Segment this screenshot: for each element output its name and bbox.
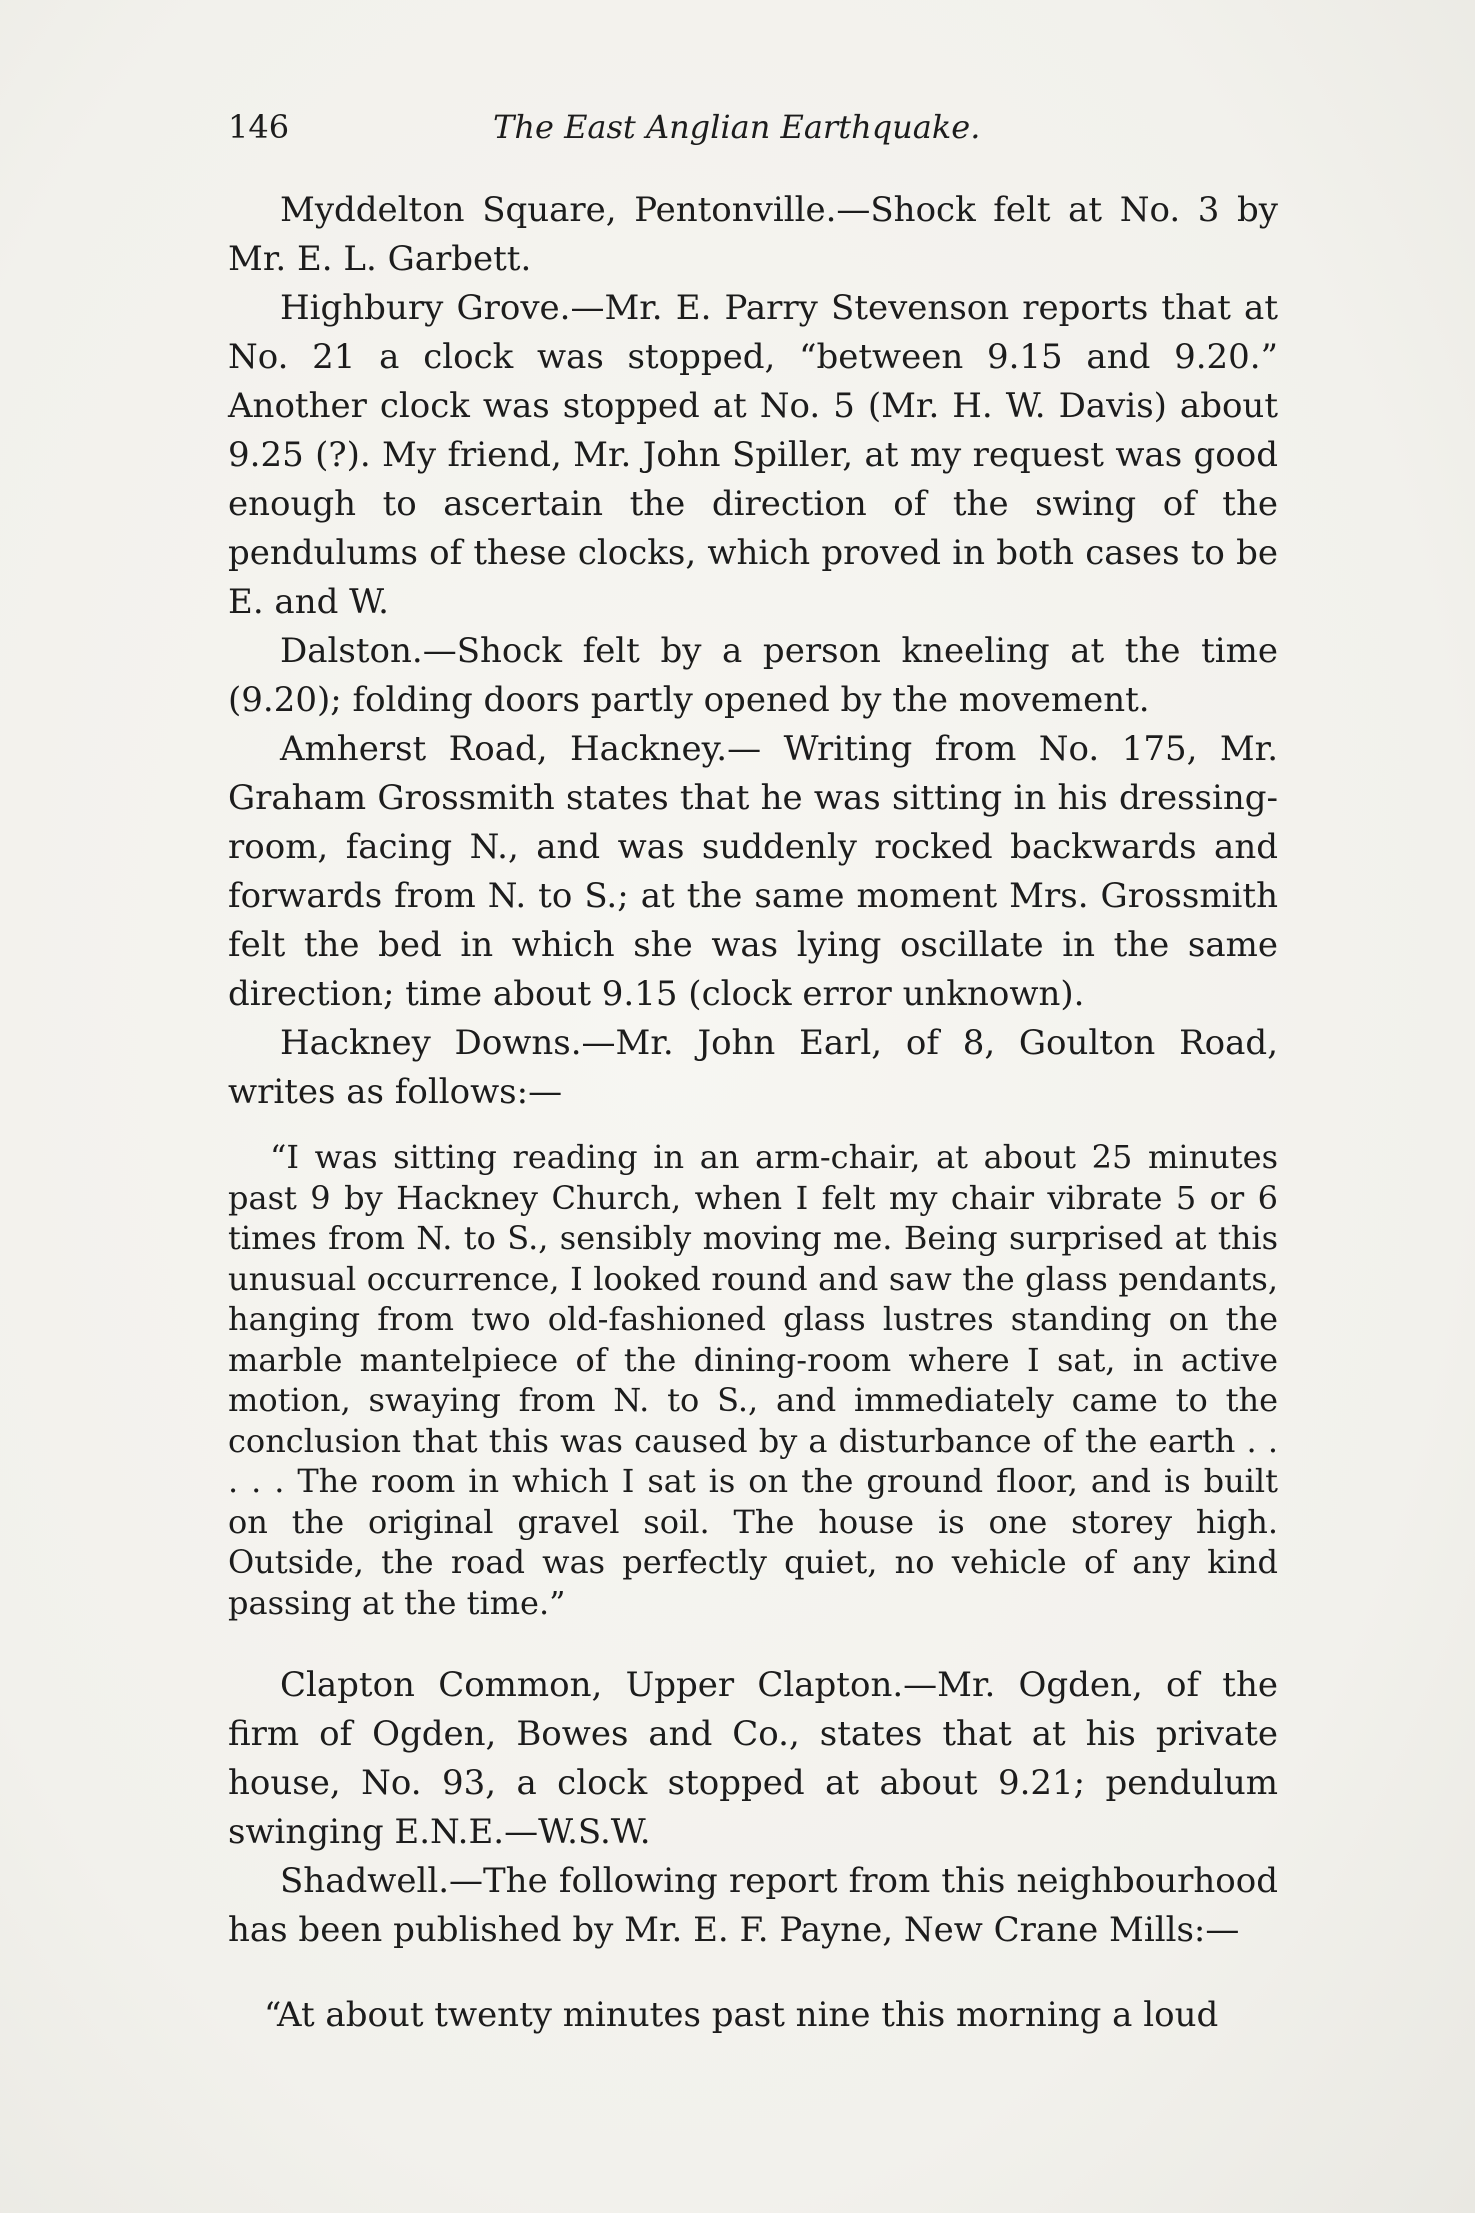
paragraph-clapton-common: Clapton Common, Upper Clapton.—Mr. Ogden, of the firm of Ogden, Bowes and Co., states that at his private house, No. 93, a clock stopped at about 9.21; pendulum swinging E.N.E.—W.S.W. (228, 1665, 1278, 1852)
paragraph-highbury-grove: Highbury Grove.—Mr. E. Parry Stevenson reports that at No. 21 a clock was stopped, “between 9.15 and 9.20.” Another clock was stopped at No. 5 (Mr. H. W. Davis) about 9.25 (?). My friend, Mr. John Spiller, at my request was good enough to ascertain the direction of the swing of the pendulums of these clocks, which proved in both cases to be E. and W. (228, 288, 1278, 622)
paragraph-hackney-downs: Hackney Downs.—Mr. John Earl, of 8, Goulton Road, writes as follows:— (228, 1023, 1278, 1112)
quote-john-earl: “I was sitting reading in an arm-chair, at about 25 minutes past 9 by Hackney Church, when I felt my chair vibrate 5 or 6 times from N. to S., sensibly moving me. Being surprised at this unusual occurrence, I looked round and saw the glass pendants, hanging from two old-fashioned glass lustres standing on the marble mantelpiece of the dining-room where I sat, in active motion, swaying from N. to S., and immediately came to the conclusion that this was caused by a disturbance of the earth . . . . . The room in which I sat is on the ground floor, and is built on the original gravel soil. The house is one storey high. Outside, the road was perfectly quiet, no vehicle of any kind passing at the time.” (228, 1138, 1278, 1622)
paragraph-myddelton-square: Myddelton Square, Pentonville.—Shock felt at No. 3 by Mr. E. L. Garbett. (228, 190, 1278, 279)
quote-payne-start: “At about twenty minutes past nine this morning a loud (264, 1995, 1219, 2035)
paragraph-shadwell: Shadwell.—The following report from this neighbourhood has been published by Mr. E. F. Payne, New Crane Mills:— (228, 1861, 1278, 1950)
paragraph-amherst-road: Amherst Road, Hackney.— Writing from No. 175, Mr. Graham Grossmith states that he was sitting in his dressing-room, facing N., and was suddenly rocked backwards and forwards from N. to S.; at the same moment Mrs. Grossmith felt the bed in which she was lying oscillate in the same direction; time about 9.15 (clock error unknown). (228, 729, 1278, 1014)
text-column (228, 108, 1278, 2040)
page-header (228, 108, 1278, 156)
paragraph-dalston: Dalston.—Shock felt by a person kneeling at the time (9.20); folding doors partly opened by the movement. (228, 631, 1278, 720)
running-title: The East Anglian Earthquake. (493, 108, 981, 146)
page-number: 146 (228, 108, 290, 146)
